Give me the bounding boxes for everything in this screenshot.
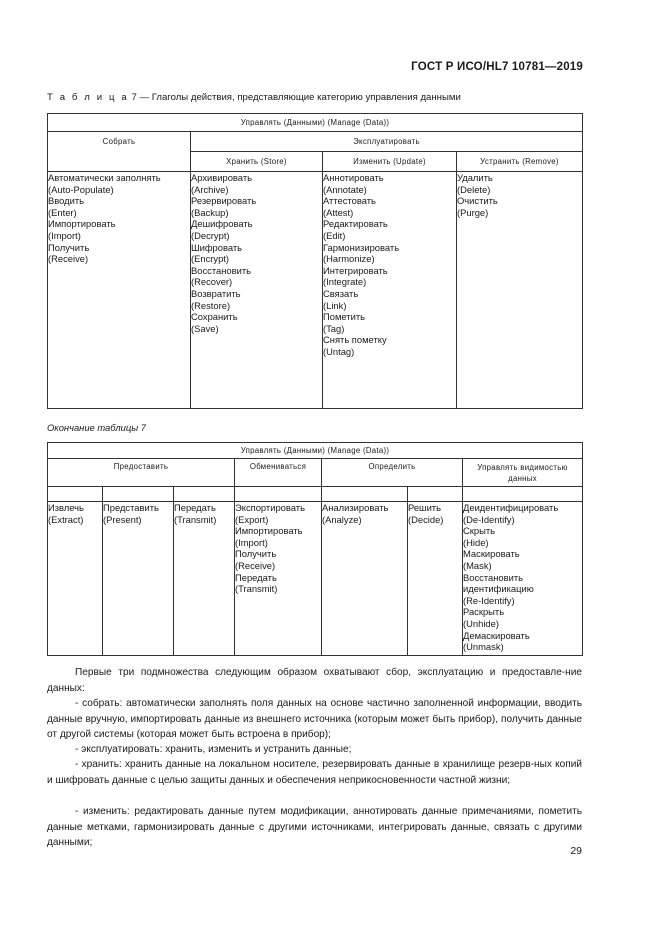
operate-header: Эксплуатировать xyxy=(191,132,583,152)
verb-line: Анализировать xyxy=(322,502,389,513)
verb-line: Автоматически заполнять xyxy=(48,172,161,183)
verb-line: Восстановить xyxy=(463,571,524,583)
verb-line: Аннотировать xyxy=(323,172,384,183)
verb-line: (Receive) xyxy=(48,253,89,265)
verb-line: (Auto-Populate) xyxy=(48,183,114,195)
verb-line: Импортировать xyxy=(48,218,116,230)
verb-line: Получить xyxy=(235,548,277,560)
update-verbs-cell xyxy=(323,172,457,409)
verb-line: Демаскировать xyxy=(463,629,530,641)
body-paragraph-store: - хранить: хранить данные на локальном носителе, резервировать данные в хранилище резерв-ных копий и шифровать данные с целью защиты данных и обеспечения неприкосновенности частной жизни; xyxy=(47,759,582,786)
collect-verbs-cell xyxy=(48,172,191,409)
verb-line: идентификацию xyxy=(463,583,534,595)
verb-line: (Annotate) xyxy=(323,183,367,195)
verb-line: Сохранить xyxy=(191,311,238,323)
table-continuation-caption: Окончание таблицы 7 xyxy=(47,422,146,433)
page-number: 29 xyxy=(570,845,582,857)
verb-line: Раскрыть xyxy=(463,606,505,618)
verb-line: Архивировать xyxy=(191,172,252,183)
verb-line: (Edit) xyxy=(323,229,346,241)
verb-line: Передать xyxy=(174,502,216,513)
verb-line: (Delete) xyxy=(457,183,491,195)
verb-line: (Encrypt) xyxy=(191,253,230,265)
manage-data-header-2: Управлять (Данными) (Manage (Data)) xyxy=(48,443,583,459)
verb-line: Маскировать xyxy=(463,548,520,560)
verb-line: Редактировать xyxy=(323,218,388,230)
table-caption-text: 7 — Глаголы действия, представляющие категорию управления данными xyxy=(128,92,461,103)
exchange-header: Обмениваться xyxy=(235,459,322,487)
verb-line: Снять пометку xyxy=(323,334,387,346)
verb-line: (Extract) xyxy=(48,513,84,525)
verb-line: Восстановить xyxy=(191,264,252,276)
verb-line: (Archive) xyxy=(191,183,229,195)
verb-line: Гармонизировать xyxy=(323,241,400,253)
verb-line: (Mask) xyxy=(463,559,492,571)
table-caption xyxy=(47,92,461,103)
present-cell xyxy=(103,502,174,656)
remove-header: Устранить (Remove) xyxy=(457,152,583,172)
verb-line: Извлечь xyxy=(48,502,84,513)
verb-line: Деидентифицировать xyxy=(463,502,559,513)
collect-header: Собрать xyxy=(48,132,191,172)
verb-line: (Tag) xyxy=(323,322,345,334)
verb-line: (Present) xyxy=(103,513,142,525)
verb-line: Возвратить xyxy=(191,287,241,299)
verb-line: Аттестовать xyxy=(323,195,376,207)
verb-line: (Import) xyxy=(235,536,268,548)
verb-line: (Backup) xyxy=(191,206,229,218)
verb-line: (Restore) xyxy=(191,299,231,311)
decide-cell xyxy=(408,502,463,656)
verb-line: (Re-Identify) xyxy=(463,594,515,606)
verb-line: (Purge) xyxy=(457,206,489,218)
verb-line: (Transmit) xyxy=(235,583,278,595)
remove-verbs-cell xyxy=(457,172,583,409)
verb-line: Передать xyxy=(235,571,277,583)
table-caption-word: Т а б л и ц а xyxy=(47,92,129,103)
verb-line: Удалить xyxy=(457,172,493,183)
verb-line: (Attest) xyxy=(323,206,354,218)
verb-line: (Unhide) xyxy=(463,617,499,629)
body-paragraph-collect: - собрать: автоматически заполнять поля данных на основе частично заполненной информации, вводить данные вручную, импортировать данные из внешнего источника (которым может быть прибор), получить данные от другой системы (которая может быть встроена в прибор); xyxy=(47,698,582,740)
extract-cell xyxy=(48,502,103,656)
body-paragraph-intro: Первые три подмножества следующим образом охватывают сбор, эксплуатацию и предоставле-ние данных: xyxy=(47,667,582,694)
verb-line: Связать xyxy=(323,287,359,299)
verb-line: (Recover) xyxy=(191,276,233,288)
verb-line: (Transmit) xyxy=(174,513,217,525)
verb-line: (De-Identify) xyxy=(463,513,515,525)
visibility-verbs-cell xyxy=(463,502,583,656)
verb-line: (Import) xyxy=(48,229,81,241)
verb-line: (Untag) xyxy=(323,345,355,357)
analyze-cell xyxy=(322,502,408,656)
document-header: ГОСТ Р ИСО/HL7 10781—2019 xyxy=(411,61,583,73)
verb-line: (Receive) xyxy=(235,559,276,571)
verb-line: Шифровать xyxy=(191,241,243,253)
verb-line: (Save) xyxy=(191,322,219,334)
verb-line: (Export) xyxy=(235,513,269,525)
verb-line: (Decrypt) xyxy=(191,229,230,241)
verb-line: Представить xyxy=(103,502,159,513)
visibility-header: Управлять видимостью данных xyxy=(463,459,583,487)
verb-line: Решить xyxy=(408,502,441,513)
manage-data-header: Управлять (Данными) (Manage (Data)) xyxy=(48,114,583,132)
body-paragraph-update: - изменить: редактировать данные путем модификации, аннотировать данные примечаниями, пометить данные метками, гармонизировать данные с другими источниками, интегрировать данные, связать с другими данными; xyxy=(47,806,582,848)
store-header: Хранить (Store) xyxy=(191,152,323,172)
table-7-end xyxy=(47,442,583,656)
store-verbs-cell xyxy=(191,172,323,409)
verb-line: Интегрировать xyxy=(323,264,388,276)
verb-line: Вводить xyxy=(48,195,85,207)
determine-header: Определить xyxy=(322,459,463,487)
verb-line: (Hide) xyxy=(463,536,489,548)
verb-line: Импортировать xyxy=(235,525,303,537)
verb-line: Дешифровать xyxy=(191,218,253,230)
verb-line: Резервировать xyxy=(191,195,257,207)
provide-header: Предоставить xyxy=(48,459,235,487)
transmit-cell xyxy=(174,502,235,656)
exchange-verbs-cell xyxy=(235,502,322,656)
update-header: Изменить (Update) xyxy=(323,152,457,172)
verb-line: (Unmask) xyxy=(463,641,504,653)
verb-line: Очистить xyxy=(457,195,498,207)
table-7 xyxy=(47,113,583,409)
verb-line: Получить xyxy=(48,241,90,253)
verb-line: (Integrate) xyxy=(323,276,367,288)
verb-line: (Harmonize) xyxy=(323,253,375,265)
verb-line: Экспортировать xyxy=(235,502,305,513)
verb-line: (Link) xyxy=(323,299,347,311)
verb-line: (Enter) xyxy=(48,206,77,218)
verb-line: Скрыть xyxy=(463,525,496,537)
verb-line: (Decide) xyxy=(408,513,444,525)
verb-line: Пометить xyxy=(323,311,366,323)
body-paragraph-operate: - эксплуатировать: хранить, изменить и устранить данные; xyxy=(75,744,352,755)
verb-line: (Analyze) xyxy=(322,513,362,525)
